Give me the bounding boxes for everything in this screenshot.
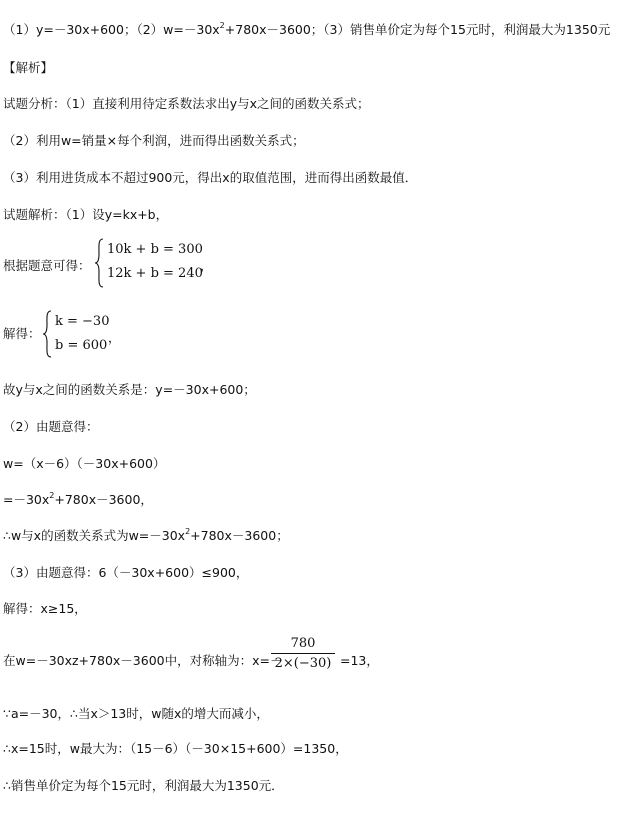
left-brace-icon xyxy=(42,310,52,358)
system1-brace xyxy=(94,238,104,291)
system2-brace xyxy=(42,310,52,361)
analysis-line-3: （3）利用进货成本不超过900元，得出x的取值范围，进而得出函数最值． xyxy=(3,170,418,185)
part2-line2: $=-30x^2+780x-3600$， xyxy=(3,491,153,507)
analysis-title: 【解析】 xyxy=(3,60,54,75)
left-brace-icon xyxy=(94,238,104,288)
system2-tail: ， xyxy=(108,330,121,345)
conclusion: ∴销售单价定为每个15元时，利润最大为1350元． xyxy=(3,778,284,793)
part3-solve: 解得：x≥15， xyxy=(3,601,87,616)
answer-line: （1）y=－30x+600；$(2)w=-30x^2+780x-3600$；（3）销售单价定为每个15元时，利润最大为1350元 xyxy=(3,21,611,37)
axis-suffix: =13， xyxy=(340,653,379,668)
part3-monotonic: ∵a=－30，∴当x＞13时，w随x的增大而减小， xyxy=(3,706,269,721)
part1-result: 故y与x之间的函数关系是：y=－30x+600； xyxy=(3,382,256,397)
system1-eq2: 12k + b = 240 xyxy=(107,266,203,281)
part3-intro: （3）由题意得：6（－30x+600）≤900， xyxy=(3,565,249,580)
part2-line3: ∴w与x的函数关系式为$w=-30x^2+780x-3600$； xyxy=(3,527,289,543)
system2-eq1: k = −30 xyxy=(55,314,110,329)
axis-fraction xyxy=(271,636,335,671)
system1-label: 根据题意可得： xyxy=(3,258,91,273)
fraction-bar xyxy=(271,653,335,654)
part2-line1: w=（x－6）（－30x+600） xyxy=(3,456,166,471)
part3-max: ∴x=15时，w最大为：（15－6）（－30×15+600）=1350， xyxy=(3,741,348,756)
system1-eq1: 10k + b = 300 xyxy=(107,242,203,257)
solution-part1-intro: 试题解析：（1）设y=kx+b， xyxy=(3,207,169,222)
axis-prefix: 在w=－30xz+780x－3600中，对称轴为：x=－ xyxy=(3,653,283,668)
part2-intro: （2）由题意得： xyxy=(3,419,99,434)
fraction-denominator: 2×(−30) xyxy=(274,656,332,671)
system2-label: 解得： xyxy=(3,326,41,341)
system2-eq2: b = 600 xyxy=(55,338,108,353)
analysis-line-1: 试题分析：（1）直接利用待定系数法求出y与x之间的函数关系式； xyxy=(3,96,370,111)
analysis-line-2: （2）利用w=销量×每个利润，进而得出函数关系式； xyxy=(3,133,305,148)
fraction-numerator: 780 xyxy=(290,636,316,651)
system1-tail: ， xyxy=(200,258,213,273)
